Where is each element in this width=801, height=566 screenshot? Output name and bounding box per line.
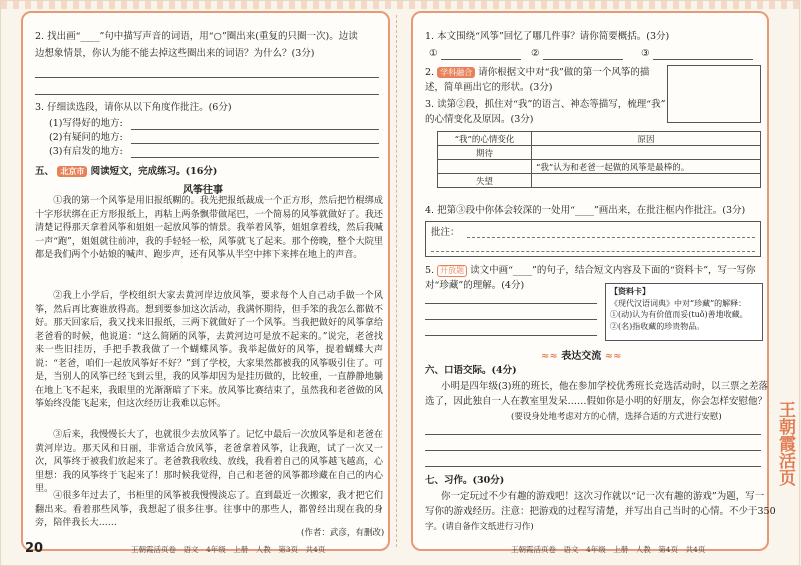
section-banner xyxy=(541,347,622,362)
right-q2-text: 请你根据文中对“我”做的第一个风筝的描 xyxy=(478,67,650,78)
table-header: 原因 xyxy=(532,132,761,146)
wave-icon: ≈≈ xyxy=(541,351,558,362)
table-cell-answer[interactable] xyxy=(532,174,761,188)
left-footer: 王朝霞活页卷 语文 4年级 上册 人教 第3页 共4页 xyxy=(131,545,326,554)
left-q3-item2: (2)有疑问的地方: xyxy=(49,132,123,143)
table-cell-answer[interactable] xyxy=(532,146,761,160)
answer-line[interactable] xyxy=(425,335,597,336)
table-row xyxy=(438,160,761,174)
article-paragraph-2: ②我上小学后，学校组织大家去黄河岸边放风筝，要求每个人自己动手做一个风筝，然后再比赛谁放得高。想到要参加这次活动，我满怀期待，但手笨的我怎么都做不好。那天回家后，我又找来旧报纸，三两下就做好了一个风筝。当我把做好的风筝拿给老爸看的时候，他说道：“这么简陋的风筝，去黄河边可是放不起来的。”说完，老爸找来一些旧挂历，手把手教我做了一个蝴蝶风筝。我举起做好的风筝，提着蝴蝶大声说：“老爸，咱们一起放风筝好不好？”到了学校，大家果然都被我的风筝吸引住了。可是，当别人的风筝已经飞到云里，我的风筝却因为是挂历做的，比较重，一直静静地躺在地上飞不起来，我眼里的光渐渐暗了下来。放风筝比赛结束了，虽然我和老爸做的风筝始终没能飞起来，但这次经历让我难以忘怀。 xyxy=(35,291,383,409)
answer-line[interactable] xyxy=(441,59,521,60)
subject-tag: 学科融合 xyxy=(437,67,475,78)
answer-line[interactable] xyxy=(425,466,761,467)
table-cell: 失望 xyxy=(438,174,532,188)
right-q2-line2: 述，简单画出它的形状。(3分) xyxy=(425,82,553,93)
section5-heading xyxy=(35,166,217,178)
left-q3-item1: (1)写得好的地方: xyxy=(49,118,123,129)
info-card-line: ②(名)指收藏的珍贵物品。 xyxy=(610,321,705,331)
left-q2-line1: 2. 找出画“____”句中描写声音的词语，用“○”圈出来(重复的只圈一次)。边读 xyxy=(35,31,358,42)
right-q1-circle-2: ② xyxy=(531,48,540,59)
answer-line[interactable] xyxy=(425,434,761,435)
section5-number: 五、 xyxy=(35,166,55,177)
article-title: 风筝往事 xyxy=(183,185,223,196)
info-card-line: ①(动)认为有价值而妥(tuǒ)善地收藏。 xyxy=(610,310,748,319)
page-divider xyxy=(396,15,397,547)
answer-line[interactable] xyxy=(425,450,761,451)
table-header-row xyxy=(438,132,761,146)
answer-line[interactable] xyxy=(431,251,755,252)
info-card xyxy=(605,283,763,341)
section7-title: 七、习作。(30分) xyxy=(425,475,505,486)
right-q5-line2: 对“珍藏”的理解。(4分) xyxy=(425,280,525,291)
left-q2-line2: 边想象情景，你认为能不能去掉这些圈出来的词语？为什么？(3分) xyxy=(35,48,315,59)
right-q3-line1: 3. 读第②段，抓住对“我”的语言、神态等描写，梳理“我” xyxy=(425,99,666,110)
top-decoration xyxy=(1,1,801,9)
section7-line1: 你一定玩过不少有趣的游戏吧！这次习作就以“记一次有趣的游戏”为题，写一 xyxy=(441,491,765,502)
info-card-title: 【资料卡】 xyxy=(610,286,650,296)
section6-line1: 小明是四年级(3)班的班长，他在参加学校优秀班长竞选活动时，以三票之差落 xyxy=(441,381,768,392)
table-row xyxy=(438,146,761,160)
region-tag: 北京市 xyxy=(57,166,87,177)
article-paragraph-3: ③后来，我慢慢长大了，也就很少去放风筝了。记忆中最后一次放风筝是和老爸在黄河岸边。那天风和日丽，非常适合放风筝，老爸拿着风筝，让我跑，试了一次又一次，风筝终于被我们放起来了。老爸教我收线、放线，我看着自己的风筝越飞越高，心里想：我的风筝终于飞起来了！那时候我觉得，自己和老爸的风筝都珍藏在自己的内心里。 xyxy=(35,430,383,494)
answer-line[interactable] xyxy=(35,77,379,78)
answer-line[interactable] xyxy=(131,157,379,158)
article-source: (作者：武彦，有删改) xyxy=(301,528,385,538)
table-cell-answer[interactable] xyxy=(438,160,532,174)
right-q5-text: 读文中画“____”的句子，结合短文内容及下面的“资料卡”，写一写你 xyxy=(470,265,756,276)
right-q1: 1. 本文围绕“风筝”回忆了哪几件事？请你简要概括。(3分) xyxy=(425,31,670,42)
right-q3-line2: 的心情变化及原因。(3分) xyxy=(425,114,534,125)
right-q2-line1: 2. 学科融合 请你根据文中对“我”做的第一个风筝的描 xyxy=(425,67,650,78)
left-q3-item3: (3)有启发的地方: xyxy=(49,146,123,157)
section7-line3: 字。(请自备作文纸进行习作) xyxy=(425,522,534,532)
table-cell: “我”认为和老爸一起做的风筝是最棒的。 xyxy=(532,160,761,174)
right-q1-circle-3: ③ xyxy=(641,48,650,59)
info-card-line: 《现代汉语词典》中对“珍藏”的解释： xyxy=(610,298,747,308)
right-q4: 4. 把第③段中你体会较深的一处用“____”画出来，在批注框内作批注。(3分) xyxy=(425,205,746,216)
section5-title: 阅读短文，完成练习。(16分) xyxy=(90,166,218,177)
section7-line2: 写你的游戏经历。注意：把游戏的过程写清楚，并写出自己当时的心情。不少于350 xyxy=(425,506,776,517)
mood-table xyxy=(437,131,761,188)
table-row xyxy=(438,174,761,188)
table-header: “我”的心情变化 xyxy=(438,132,532,146)
right-footer: 王朝霞活页卷 语文 4年级 上册 人教 第4页 共4页 xyxy=(511,545,706,554)
answer-line[interactable] xyxy=(131,129,379,130)
answer-line[interactable] xyxy=(425,319,597,320)
answer-line[interactable] xyxy=(425,303,597,304)
wave-icon: ≈≈ xyxy=(604,351,622,362)
article-paragraph-4: ④很多年过去了，书柜里的风筝被我慢慢淡忘了。直到最近一次搬家，我才把它们翻出来。看着那些风筝，我想起了很多往事。往事中的那些人，都曾经出现在我的身旁，陪伴我长大…… xyxy=(35,491,383,528)
answer-line[interactable] xyxy=(35,94,379,95)
brand-logo: 王朝霞活页 xyxy=(775,401,795,486)
article-paragraph-1: ①我的第一个风筝是用旧报纸糊的。我先把报纸裁成一个正方形，然后把竹棍绑成十字形状绑在正方形报纸上，再粘上两条飘带做尾巴，一个简易的风筝就做好了。我还清楚记得那天拿着风筝和姐姐一起放风筝的情景。我举着风筝，姐姐拿着线，然后我喊一声“跑”，姐姐就往前冲，我的手轻轻一松，风筝就飞了起来。那个傍晚，整个大院里都是我们两个小姑娘的喊声、跑步声，还有风筝从半空中摔下来摔在地上的声音。 xyxy=(35,196,383,260)
annotation-label: 批注： xyxy=(431,227,460,238)
open-question-tag: 开放题 xyxy=(437,265,467,277)
table-cell: 期待 xyxy=(438,146,532,160)
answer-line[interactable] xyxy=(543,59,623,60)
section-banner-title: 表达交流 xyxy=(561,351,602,362)
section6-line2: 选了，因此独自一人在教室里发呆……假如你是小明的好朋友，你会怎样安慰他？ xyxy=(425,396,768,407)
answer-line[interactable] xyxy=(653,59,753,60)
answer-line[interactable] xyxy=(467,237,755,238)
left-q3: 3. 仔细读选段，请你从以下角度作批注。(6分) xyxy=(35,102,232,113)
section6-title: 六、口语交际。(4分) xyxy=(425,365,517,376)
section6-hint: (要设身处地考虑对方的心情，选择合适的方式进行安慰) xyxy=(511,412,722,422)
answer-line[interactable] xyxy=(131,143,379,144)
page-number: 20 xyxy=(25,541,44,556)
drawing-box[interactable] xyxy=(667,65,761,123)
right-q5-line1: 5. 开放题 读文中画“____”的句子，结合短文内容及下面的“资料卡”，写一写你 xyxy=(425,265,756,276)
right-q1-circle-1: ① xyxy=(429,48,438,59)
